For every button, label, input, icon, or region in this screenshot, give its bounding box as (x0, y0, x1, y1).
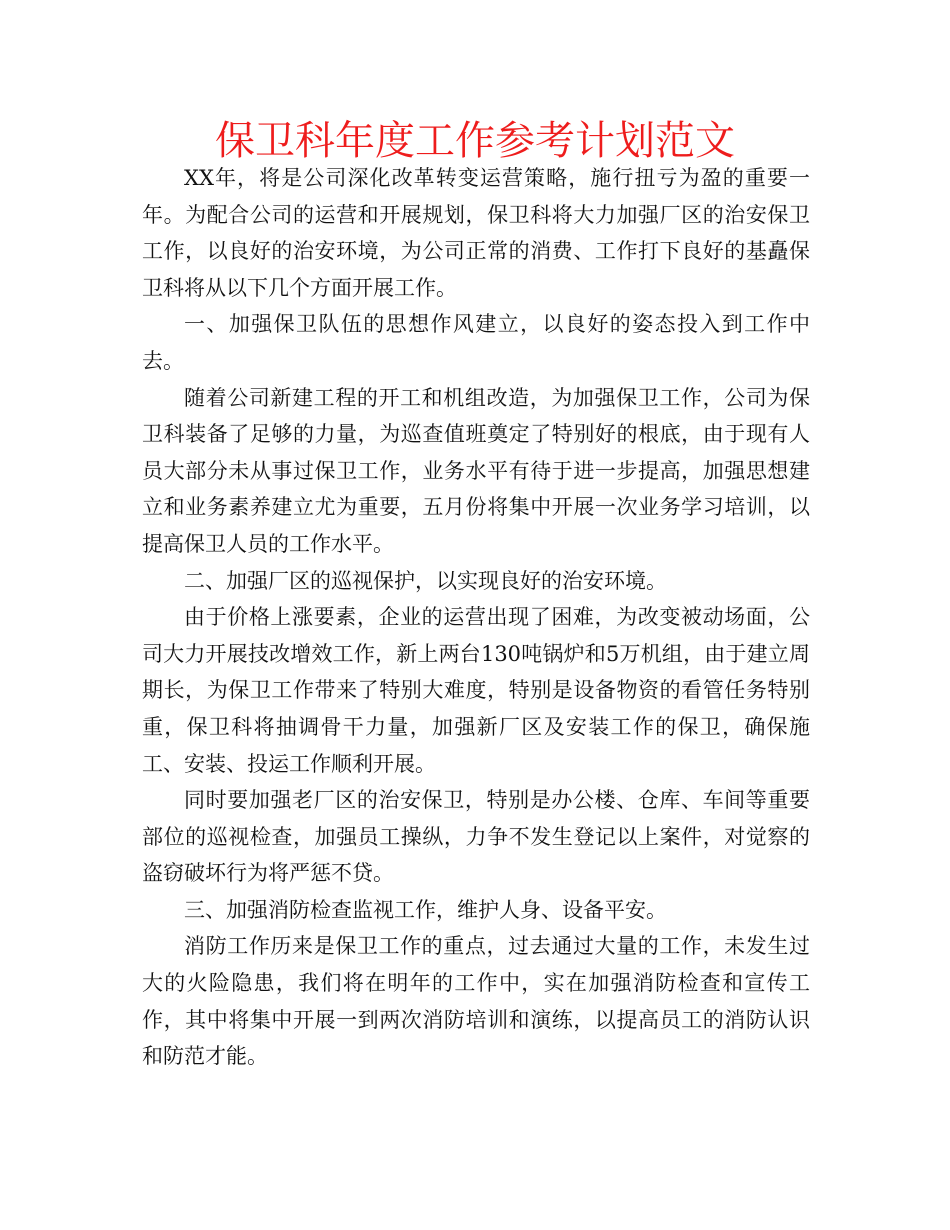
paragraph-section-2-body-old-plant: 同时要加强老厂区的治安保卫，特别是办公楼、仓库、车间等重要部位的巡视检查，加强员工操纵，力争不发生登记以上案件，对觉察的盗窃破坏行为将严惩不贷。 (142, 788, 810, 886)
document-body (142, 160, 810, 1075)
paragraph-section-1-body: 随着公司新建工程的开工和机组改造，为加强保卫工作，公司为保卫科装备了足够的力量，为巡查值班奠定了特别好的根底，由于现有人员大部分未从事过保卫工作，业务水平有待于进一步提高，加强思想建立和业务素养建立尤为重要，五月份将集中开展一次业务学习培训，以提高保卫人员的工作水平。 (142, 385, 810, 556)
paragraph-section-2-body-new-plant: 由于价格上涨要素，企业的运营出现了困难，为改变被动场面，公司大力开展技改增效工作，新上两台130吨锅炉和5万机组，由于建立周期长，为保卫工作带来了特别大难度，特别是设备物资的看管任务特别重，保卫科将抽调骨干力量，加强新厂区及安装工作的保卫，确保施工、安装、投运工作顺利开展。 (142, 605, 810, 776)
document-title: 保卫科年度工作参考计划范文 (215, 118, 735, 164)
paragraph-intro: XX年，将是公司深化改革转变运营策略，施行扭亏为盈的重要一年。为配合公司的运营和开展规划，保卫科将大力加强厂区的治安保卫工作，以良好的治安环境，为公司正常的消费、工作打下良好的基矗保卫科将从以下几个方面开展工作。 (142, 166, 810, 300)
paragraph-section-2-heading: 二、加强厂区的巡视保护，以实现良好的治安环境。 (184, 568, 667, 593)
paragraph-section-3-heading: 三、加强消防检查监视工作，维护人身、设备平安。 (184, 897, 667, 922)
paragraph-section-1-heading: 一、加强保卫队伍的思想作风建立，以良好的姿态投入到工作中去。 (142, 312, 810, 373)
paragraph-section-3-body: 消防工作历来是保卫工作的重点，过去通过大量的工作，未发生过大的火险隐患，我们将在明年的工作中，实在加强消防检查和宣传工作，其中将集中开展一到两次消防培训和演练，以提高员工的消防认识和防范才能。 (142, 934, 810, 1069)
